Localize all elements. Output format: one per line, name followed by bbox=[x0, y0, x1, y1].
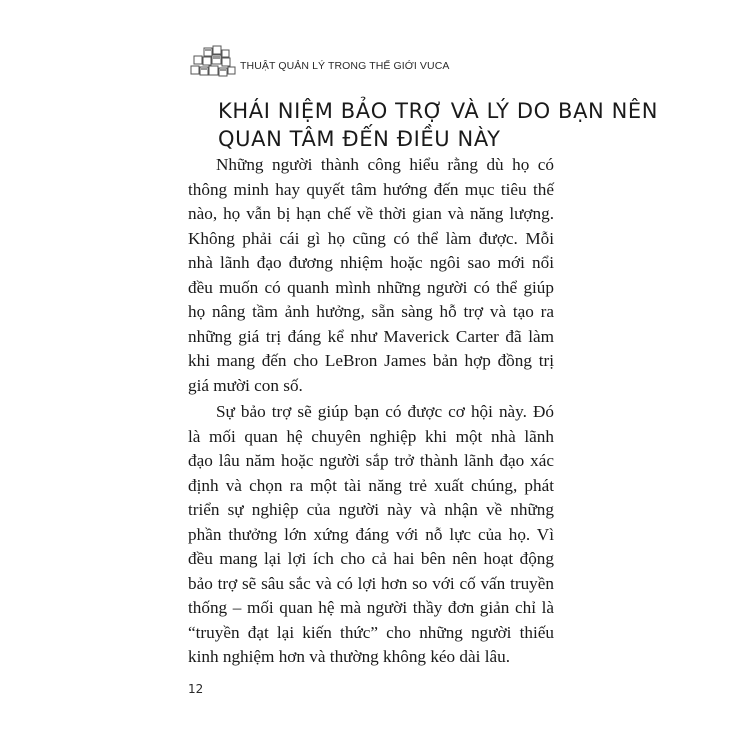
text-line: “truyền đạt lại kiến thức” cho những người thiếu bbox=[188, 622, 554, 642]
text-line: khi mang đến cho LeBron James bản hợp đồng trị bbox=[188, 351, 554, 370]
paragraph-1 bbox=[188, 153, 554, 398]
running-header bbox=[188, 45, 568, 81]
section-heading-line: QUAN TÂM ĐẾN ĐIỀU NÀY bbox=[218, 127, 501, 151]
text-line: đều mang lại lợi ích cho cả hai bên nên hoạt động bbox=[188, 549, 554, 568]
text-line: Không phải cái gì họ cũng có thể làm được. Mỗi bbox=[188, 228, 554, 248]
text-line: những giá trị đáng kể như Maverick Carter đã làm bbox=[188, 326, 554, 346]
text-line: phần thưởng lớn xứng đáng với nỗ lực của họ. Vì bbox=[188, 524, 554, 544]
text-line: Sự bảo trợ sẽ giúp bạn có được cơ hội này. Đó bbox=[216, 402, 554, 421]
text-line: định và chọn ra một tài năng trẻ xuất chúng, phát bbox=[188, 475, 554, 495]
text-line: kinh nghiệm hơn và thường không kéo dài lâu. bbox=[188, 647, 511, 666]
text-line: đạo lâu năm hoặc người sắp trở thành lãnh đạo xác bbox=[188, 451, 554, 470]
text-line: họ nâng tầm ảnh hưởng, sẵn sàng hỗ trợ và tạo ra bbox=[188, 302, 554, 321]
text-line: triển sự nghiệp của người này và nhận về những bbox=[188, 500, 554, 519]
text-line: nhà lãnh đạo đương nhiệm hoặc ngôi sao mới nổi bbox=[188, 253, 554, 272]
paragraph-2 bbox=[188, 400, 554, 670]
cube-stack-icon bbox=[188, 45, 238, 81]
running-header-title: THUẬT QUẢN LÝ TRONG THẾ GIỚI VUCA bbox=[240, 60, 450, 72]
text-line: nào, họ vẫn bị hạn chế về thời gian và năng lượng. bbox=[188, 204, 554, 223]
text-line: là mối quan hệ chuyên nghiệp khi một nhà lãnh bbox=[188, 426, 554, 446]
text-line: Những người thành công hiểu rằng dù họ có bbox=[216, 155, 554, 174]
text-line: giá mười con số. bbox=[188, 375, 303, 395]
page-number: 12 bbox=[188, 682, 204, 696]
section-heading-line: KHÁI NIỆM BẢO TRỢ VÀ LÝ DO BẠN NÊN bbox=[218, 99, 659, 123]
text-line: thông minh hay quyết tâm hướng đến mục tiêu thế bbox=[188, 179, 554, 199]
section-heading bbox=[218, 97, 659, 153]
text-line: thống – mối quan hệ mà người thầy đơn giản chỉ là bbox=[188, 598, 554, 617]
text-line: bảo trợ sẽ sâu sắc và có lợi hơn so với cố vấn truyền bbox=[188, 573, 554, 593]
text-line: đều muốn có quanh mình những người có thể giúp bbox=[188, 277, 554, 297]
